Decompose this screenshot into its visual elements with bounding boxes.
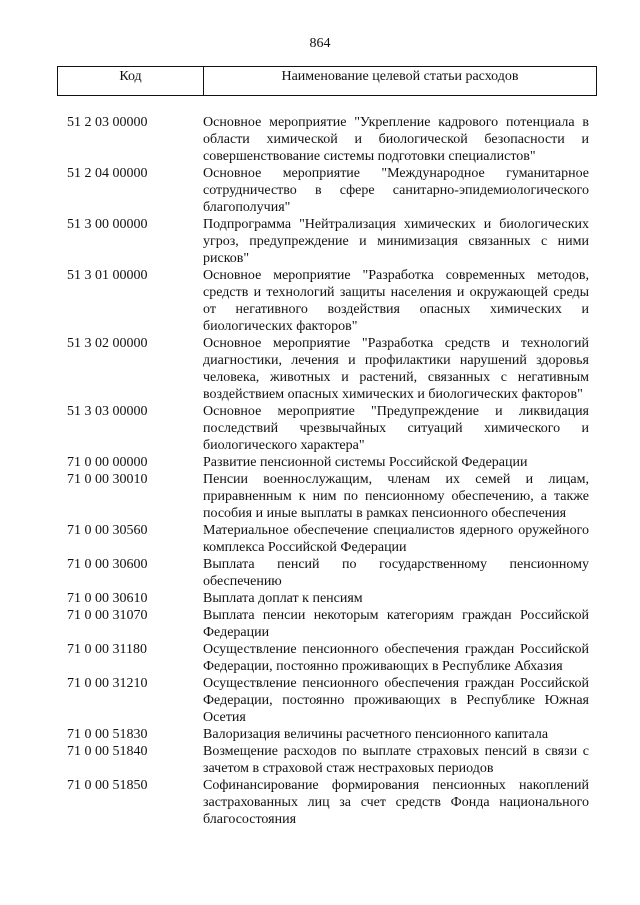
row-code: 71 0 00 30560 — [67, 523, 148, 538]
row-name: Подпрограмма "Нейтрализация химических и биологических угроз, предупреждение и минимизация связанных с ними рисков" — [203, 217, 589, 266]
table-row — [67, 165, 589, 216]
table-header — [57, 66, 597, 96]
table-row — [67, 114, 589, 165]
row-code: 71 0 00 30610 — [67, 591, 148, 606]
table-row — [67, 335, 589, 403]
row-name: Развитие пенсионной системы Российской Федерации — [203, 455, 528, 470]
row-name: Валоризация величины расчетного пенсионного капитала — [203, 727, 549, 742]
row-name: Основное мероприятие "Предупреждение и ликвидация последствий чрезвычайных ситуаций химического и биологического характера" — [203, 404, 589, 453]
row-name: Софинансирование формирования пенсионных накоплений застрахованных лиц за счет средств Фонда национального благосостояния — [203, 778, 589, 827]
table-row — [67, 216, 589, 267]
row-code: 71 0 00 31180 — [67, 642, 147, 657]
row-name: Основное мероприятие "Укрепление кадрового потенциала в области химической и биологической безопасности и совершенствование системы подготовки специалистов" — [203, 115, 589, 164]
table-row — [67, 641, 589, 675]
table-row — [67, 267, 589, 335]
row-code: 71 0 00 31070 — [67, 608, 148, 623]
table-row — [67, 471, 589, 522]
header-name: Наименование целевой статьи расходов — [281, 69, 519, 84]
header-code: Код — [58, 67, 204, 95]
page-number: 864 — [309, 36, 331, 51]
row-code: 71 0 00 00000 — [67, 455, 148, 470]
row-name: Пенсии военнослужащим, членам их семей и лицам, приравненным к ним по пенсионному обеспечению, а также пособия и иные выплаты в рамках пенсионного обеспечения — [203, 472, 589, 521]
row-code: 51 3 01 00000 — [67, 268, 148, 283]
row-name: Основное мероприятие "Международное гуманитарное сотрудничество в сфере санитарно-эпидемиологического благополучия" — [203, 166, 589, 215]
table-row — [67, 607, 589, 641]
row-code: 51 3 02 00000 — [67, 336, 148, 351]
row-name: Выплата доплат к пенсиям — [203, 591, 363, 606]
table-row — [67, 777, 589, 828]
row-code: 71 0 00 31210 — [67, 676, 148, 691]
row-code: 71 0 00 30600 — [67, 557, 148, 572]
row-code: 71 0 00 30010 — [67, 472, 148, 487]
row-code: 51 3 03 00000 — [67, 404, 148, 419]
row-code: 51 3 00 00000 — [67, 217, 148, 232]
row-name: Материальное обеспечение специалистов ядерного оружейного комплекса Российской Федерации — [203, 523, 589, 555]
row-code: 51 2 03 00000 — [67, 115, 148, 130]
table-row — [67, 454, 589, 471]
row-name: Осуществление пенсионного обеспечения граждан Российской Федерации, постоянно проживающих в Республике Южная Осетия — [203, 676, 589, 725]
table-row — [67, 403, 589, 454]
table-row — [67, 726, 589, 743]
row-name: Осуществление пенсионного обеспечения граждан Российской Федерации, постоянно проживающих в Республике Абхазия — [203, 642, 589, 674]
table-row — [67, 675, 589, 726]
row-name: Возмещение расходов по выплате страховых пенсий в связи с зачетом в страховой стаж нестраховых периодов — [203, 744, 589, 776]
table-row — [67, 522, 589, 556]
table-body — [67, 114, 589, 828]
table-row — [67, 590, 589, 607]
row-name: Выплата пенсий по государственному пенсионному обеспечению — [203, 557, 589, 589]
table-row — [67, 556, 589, 590]
row-name: Выплата пенсии некоторым категориям граждан Российской Федерации — [203, 608, 589, 640]
row-code: 51 2 04 00000 — [67, 166, 148, 181]
row-name: Основное мероприятие "Разработка средств и технологий диагностики, лечения и профилактики нарушений здоровья человека, животных и растений, связанных с негативным воздействием опасных химических и биологических факторов" — [203, 336, 589, 402]
row-name: Основное мероприятие "Разработка современных методов, средств и технологий защиты населения и окружающей среды от негативного воздействия опасных химических и биологических факторов" — [203, 268, 589, 334]
row-code: 71 0 00 51840 — [67, 744, 148, 759]
table-row — [67, 743, 589, 777]
row-code: 71 0 00 51830 — [67, 727, 148, 742]
row-code: 71 0 00 51850 — [67, 778, 148, 793]
